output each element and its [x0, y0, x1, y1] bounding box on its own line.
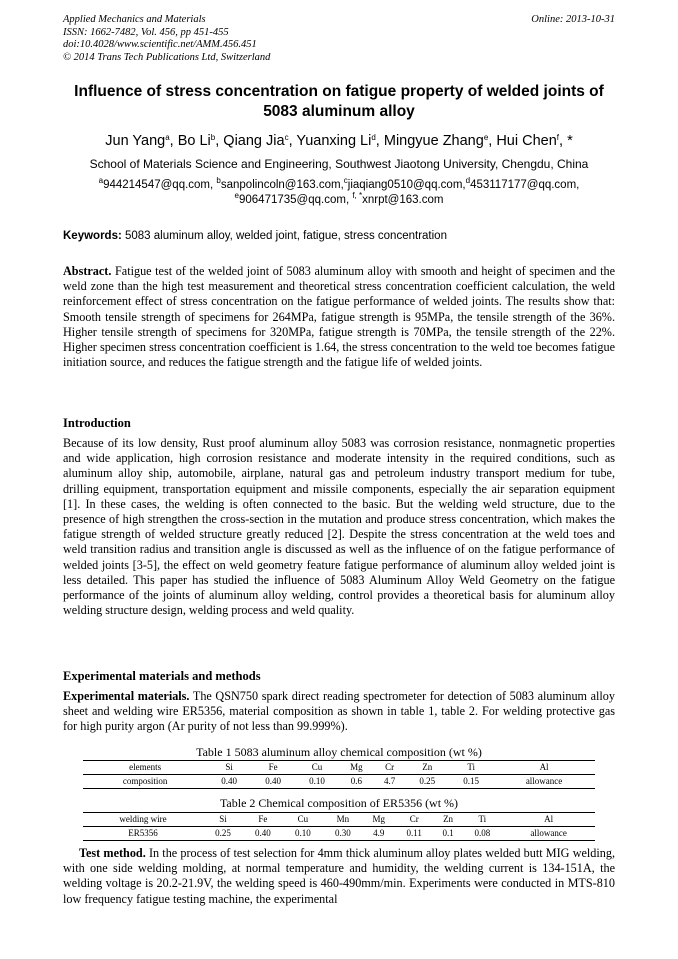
table-header-cell: Ti [449, 761, 493, 775]
table-cell: composition [122, 776, 168, 786]
journal-doi: doi:10.4028/www.scientific.net/AMM.456.451 [63, 39, 257, 50]
table-row [83, 775, 595, 789]
table-cell: allowance [525, 776, 563, 786]
table-header-cell: Zn [405, 761, 449, 775]
table-header-cell: Zn [434, 813, 463, 827]
email-address: jiaqiang0510@qq.com [347, 179, 463, 191]
keywords [63, 229, 615, 244]
author-sup: b [210, 133, 216, 142]
table-cell: 0.10 [309, 776, 325, 786]
table-header-cell: Cu [283, 813, 323, 827]
table-cell: 0.30 [335, 828, 351, 838]
table-header-cell: Mg [363, 813, 395, 827]
table-header-cell: Cu [295, 761, 339, 775]
test-method-paragraph [63, 846, 615, 907]
email-list: $^a$944214547@qq.com, $^b$sanpolincoln@163.com,$^c$jiaqiang0510@qq.com,$^d$453117177@qq.com, $^e$906471735@qq.com, $^{f, *}$xnrpt@163.com [98, 176, 580, 206]
author: Mingyue Zhang [383, 133, 484, 149]
email-sup: f, * [352, 191, 363, 200]
abstract [63, 264, 615, 370]
affiliation: School of Materials Science and Engineering, Southwest Jiaotong University, Chengdu, China [89, 157, 589, 171]
email-address: 453117177@qq.com [470, 179, 577, 191]
author-sup: a [165, 133, 170, 142]
table-cell: 0.25 [215, 828, 231, 838]
table1-caption: Table 1 5083 aluminum alloy chemical composition (wt %) [196, 745, 482, 759]
introduction-paragraph: Because of its low density, Rust proof aluminum alloy 5083 was corrosion resistance, nonmagnetic properties and wide application, high corrosion resistance and moderate intensity in the required conditions, such as aluminum alloy ship, automobile, airplane, natural gas and petroleum industry transport medium for tube, drilling equipment, transportation equipment and missile components, especially the air separation equipment [1]. In these cases, the welding is often connected to the basic. But the welding weld structure, due to the presence of high strengthen the cross-section in the mutation and produce stress concentration, which makes the fatigue strength of welded structure greatly reduced [2]. Despite the stress concentration at the weld toes and weld transition radius and transition angle is discussed as well as the influence of on the fatigue performance of welded joints [3-5], the effect on weld geometry feature fatigue performance of aluminum alloy welded joint is less detailed. This paper has studied the influence of 5083 Aluminum Alloy Weld Geometry on the fatigue performance of the joints of aluminum alloy welding, control provides a theoretical basis for aluminum alloy welding structure design, welding process and weld quality. [63, 436, 615, 618]
author: Bo Li [177, 133, 211, 149]
author: Jun Yang [105, 133, 166, 149]
materials-label: Experimental materials. [63, 689, 190, 703]
email-address: 906471735@qq.com [238, 194, 346, 206]
method-text: In the process of test selection for 4mm thick aluminum alloy plates welded butt MIG welding, with one side welding molding, at normal temperature and humidity, the welding current is 134-151A, the welding voltage is 20.2-21.9V, the welding speed is 460-490mm/min. Experiments were conducted in MTS-810 low frequency fatigue testing machine, the experimental [63, 846, 615, 906]
table-header-row [83, 761, 595, 775]
author-list: Jun Yang$^a$, Bo Li$^b$, Qiang Jia$^c$, Yuanxing Li$^d$, Mingyue Zhang$^e$, Hui Chen$^f$, * [105, 133, 573, 149]
table-cell: 0.08 [474, 828, 491, 838]
table-cell: 0.25 [419, 776, 436, 786]
journal-issn: ISSN: 1662-7482, Vol. 456, pp 451-455 [63, 26, 229, 38]
table-header-cell: welding wire [83, 813, 203, 827]
author: Hui Chen [496, 133, 557, 149]
table-cell: 0.40 [265, 776, 281, 786]
table2-composition [83, 812, 595, 841]
table-header-cell: Ti [462, 813, 502, 827]
table-cell: allowance [530, 828, 567, 838]
journal-header [63, 14, 615, 64]
author: Qiang Jia [223, 133, 285, 149]
table-cell: 0.11 [406, 828, 422, 838]
email-address: 944214547@qq.com [103, 179, 211, 191]
journal-name: Applied Mechanics and Materials [63, 14, 206, 25]
abstract-label: Abstract. [63, 264, 112, 278]
corresponding-mark: , * [559, 133, 573, 149]
author-sup: e [483, 133, 489, 142]
table-cell: 0.15 [463, 776, 480, 786]
section-heading-experimental: Experimental materials and methods [63, 669, 261, 683]
table-header-cell: Cr [395, 813, 434, 827]
abstract-text: Fatigue test of the welded joint of 5083 aluminum alloy with smooth and height of specimen and the weld zone than the high test measurement and theoretical stress concentration coefficient calculation, the weld reinforcement effect of stress concentration on the fatigue performance of welded joints. The results show that: Smooth tensile strength of specimens for 264MPa, fatigue strength is 95MPa, the tensile strength of the 36%. Higher tensile strength of specimens for 320MPa, fatigue strength is 70MPa, the tensile strength of the 22%. Higher specimen stress concentration coefficient is 1.64, the stress concentration to the weld toe becomes fatigue initiation source, and reduces the fatigue strength and the fatigue life of welded joints. [63, 264, 615, 370]
table-header-row [83, 813, 595, 827]
keywords-text: 5083 aluminum alloy, welded joint, fatigue, stress concentration [121, 230, 447, 242]
email-address: sanpolincoln@163.com [220, 179, 341, 191]
table-cell: 0.10 [295, 828, 311, 838]
table-cell: 0.40 [221, 776, 237, 786]
paper-title: Influence of stress concentration on fatigue property of welded joints of 5083 aluminum alloy [74, 83, 604, 120]
author-sup: c [284, 133, 289, 142]
email-sup: e [234, 191, 239, 200]
table-cell: 0.6 [350, 776, 363, 786]
email-address: xnrpt@163.com [362, 194, 444, 206]
table-header-cell: Fe [251, 761, 295, 775]
table-header-cell: Si [207, 761, 251, 775]
table-cell: 4.7 [383, 776, 396, 786]
table-header-cell: elements [83, 761, 207, 775]
experimental-materials-paragraph [63, 689, 615, 735]
section-heading-introduction: Introduction [63, 416, 131, 430]
author-sup: d [371, 133, 376, 142]
method-label: Test method. [79, 846, 146, 860]
table-header-cell: Al [493, 761, 595, 775]
table-header-cell: Si [203, 813, 243, 827]
author: Yuanxing Li [296, 133, 372, 149]
table-header-cell: Fe [243, 813, 283, 827]
journal-copyright: © 2014 Trans Tech Publications Ltd, Switzerland [63, 51, 271, 63]
table-row [83, 827, 595, 841]
email-sup: b [216, 176, 221, 185]
table-header-cell: Mg [339, 761, 374, 775]
table-cell: ER5356 [128, 828, 158, 838]
materials-text: The QSN750 spark direct reading spectrometer for detection of 5083 aluminum alloy sheet and welding wire ER5356, material composition as shown in table 1, table 2. For welding protective gas for high purity argon (Ar purity of not less than 99.999%). [63, 689, 615, 734]
table-cell: 0.40 [255, 828, 271, 838]
email-sup: c [343, 176, 348, 185]
table2-caption: Table 2 Chemical composition of ER5356 (wt %) [219, 796, 459, 810]
online-date: Online: 2013-10-31 [531, 14, 615, 25]
keywords-label: Keywords: [63, 230, 122, 242]
email-sup: d [465, 176, 471, 185]
table-header-cell: Cr [374, 761, 405, 775]
table1-composition [83, 760, 595, 789]
table-header-cell: Al [502, 813, 595, 827]
table-cell: 0.1 [442, 828, 454, 838]
author-sup: f [556, 133, 560, 142]
table-cell: 4.9 [373, 828, 385, 838]
email-sup: a [98, 176, 104, 185]
table-header-cell: Mn [323, 813, 363, 827]
